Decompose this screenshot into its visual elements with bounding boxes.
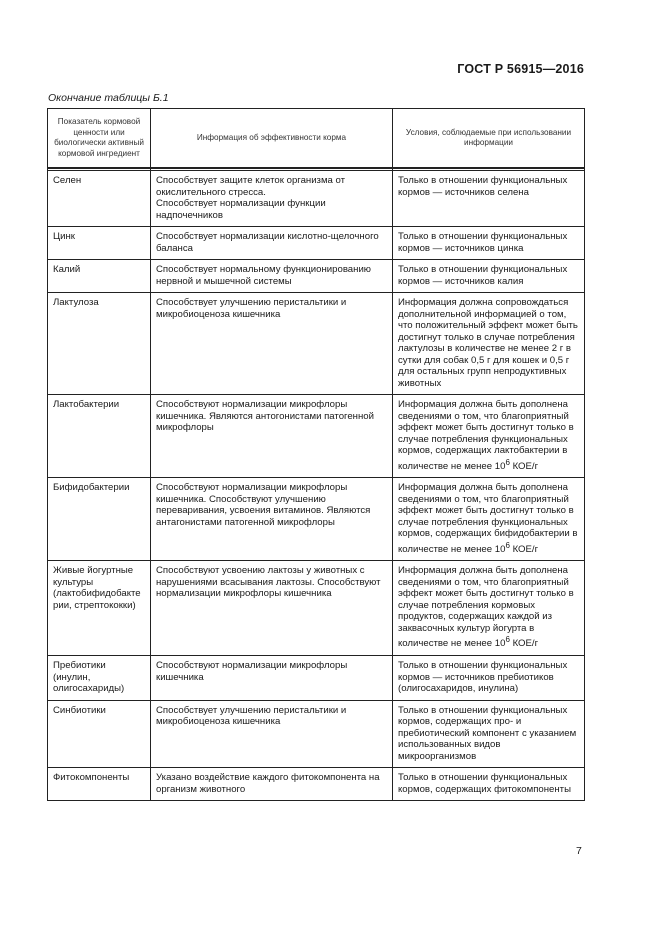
table-caption: Окончание таблицы Б.1 bbox=[48, 92, 169, 104]
table-row bbox=[48, 227, 585, 260]
indicator-cell: Синбиотики bbox=[48, 700, 151, 768]
effect-cell: Способствуют нормализации микрофлоры кишечника. Являются антогонистами патогенной микрофлоры bbox=[151, 395, 393, 478]
conditions-cell: Только в отношении функциональных кормов, содержащих фитокомпоненты bbox=[393, 768, 585, 801]
conditions-cell bbox=[393, 561, 585, 656]
indicator-cell: Пребиотики (инулин, олигосахариды) bbox=[48, 656, 151, 701]
conditions-cell bbox=[393, 478, 585, 561]
conditions-unit: КОЕ/г bbox=[509, 460, 539, 472]
effect-line: Способствует нормализации функции надпочечников bbox=[156, 198, 326, 221]
column-header-effect: Информация об эффективности корма bbox=[151, 109, 393, 169]
effect-cell: Способствует нормализации кислотно-щелочного баланса bbox=[151, 227, 393, 260]
table-row bbox=[48, 768, 585, 801]
effect-cell: Способствуют нормализации микрофлоры кишечника bbox=[151, 656, 393, 701]
indicator-cell: Лактобактерии bbox=[48, 395, 151, 478]
indicator-cell: Живые йогуртные культуры (лактобифидобактерии, стрептококки) bbox=[48, 561, 151, 656]
table-row bbox=[48, 395, 585, 478]
table-row bbox=[48, 700, 585, 768]
table-row bbox=[48, 478, 585, 561]
conditions-cell: Только в отношении функциональных кормов — источников калия bbox=[393, 260, 585, 293]
effect-cell: Способствуют нормализации микрофлоры кишечника. Способствуют улучшению переваривания, усвоения витаминов. Являются антагонистами патогенной микрофлоры bbox=[151, 478, 393, 561]
table-row bbox=[48, 293, 585, 395]
conditions-cell: Только в отношении функциональных кормов — источников селена bbox=[393, 171, 585, 227]
data-table bbox=[47, 108, 585, 801]
exponent: 6 bbox=[505, 457, 510, 467]
effect-cell: Способствует улучшению перистальтики и микробиоценоза кишечника bbox=[151, 293, 393, 395]
table-row bbox=[48, 171, 585, 227]
standard-number: ГОСТ Р 56915—2016 bbox=[457, 62, 584, 76]
conditions-cell: Информация должна сопровождаться дополнительной информацией о том, что положительный эффект может быть достигнут только в случае потребления лактулозы в количестве не менее 2 г в сутки для собак 0,5 г для кошек и 0,5 г для остальных групп непродуктивных животных bbox=[393, 293, 585, 395]
table-header-row bbox=[48, 109, 585, 169]
indicator-cell: Цинк bbox=[48, 227, 151, 260]
conditions-text: Информация должна быть дополнена сведениями о том, что благоприятный эффект может быть достигнут только в случае потребления кормовых продуктов, содержащих каждой из заквасочных культур йогурта в количестве не менее 10 bbox=[398, 565, 574, 650]
effect-cell: Способствует улучшению перистальтики и микробиоценоза кишечника bbox=[151, 700, 393, 768]
effect-cell: Указано воздействие каждого фитокомпонента на организм животного bbox=[151, 768, 393, 801]
table-row bbox=[48, 260, 585, 293]
indicator-cell: Лактулоза bbox=[48, 293, 151, 395]
effect-line: Способствует защите клеток организма от окислительного стресса. bbox=[156, 175, 346, 198]
conditions-text: Информация должна быть дополнена сведениями о том, что благоприятный эффект может быть достигнут только в случае потребления функциональных кормов, содержащих лактобактерии в количестве не менее 10 bbox=[398, 399, 574, 472]
indicator-cell: Бифидобактерии bbox=[48, 478, 151, 561]
exponent: 6 bbox=[505, 635, 510, 645]
conditions-unit: КОЕ/г bbox=[509, 543, 539, 555]
indicator-cell: Калий bbox=[48, 260, 151, 293]
conditions-cell bbox=[393, 395, 585, 478]
table-row bbox=[48, 561, 585, 656]
conditions-cell: Только в отношении функциональных кормов, содержащих про- и пребиотический компонент с указанием использованных видов микроорганизмов bbox=[393, 700, 585, 768]
column-header-conditions: Условия, соблюдаемые при использовании информации bbox=[393, 109, 585, 169]
conditions-unit: КОЕ/г bbox=[509, 638, 539, 650]
effect-cell: Способствуют усвоению лактозы у животных с нарушениями всасывания лактозы. Способствуют нормализации микрофлоры кишечника bbox=[151, 561, 393, 656]
conditions-text: Информация должна быть дополнена сведениями о том, что благоприятный эффект может быть достигнут только в случае потребления функциональных кормов, содержащих бифидобактерии в количестве не менее 10 bbox=[398, 482, 578, 555]
indicator-cell: Фитокомпоненты bbox=[48, 768, 151, 801]
effect-cell bbox=[151, 171, 393, 227]
effect-cell: Способствует нормальному функционированию нервной и мышечной системы bbox=[151, 260, 393, 293]
exponent: 6 bbox=[505, 540, 510, 550]
page-number: 7 bbox=[576, 845, 582, 857]
table-row bbox=[48, 656, 585, 701]
conditions-cell: Только в отношении функциональных кормов — источников пребиотиков (олигосахаридов, инулина) bbox=[393, 656, 585, 701]
column-header-indicator: Показатель кормовой ценности или биологически активный кормовой ингредиент bbox=[48, 109, 151, 169]
indicator-cell: Селен bbox=[48, 171, 151, 227]
conditions-cell: Только в отношении функциональных кормов — источников цинка bbox=[393, 227, 585, 260]
